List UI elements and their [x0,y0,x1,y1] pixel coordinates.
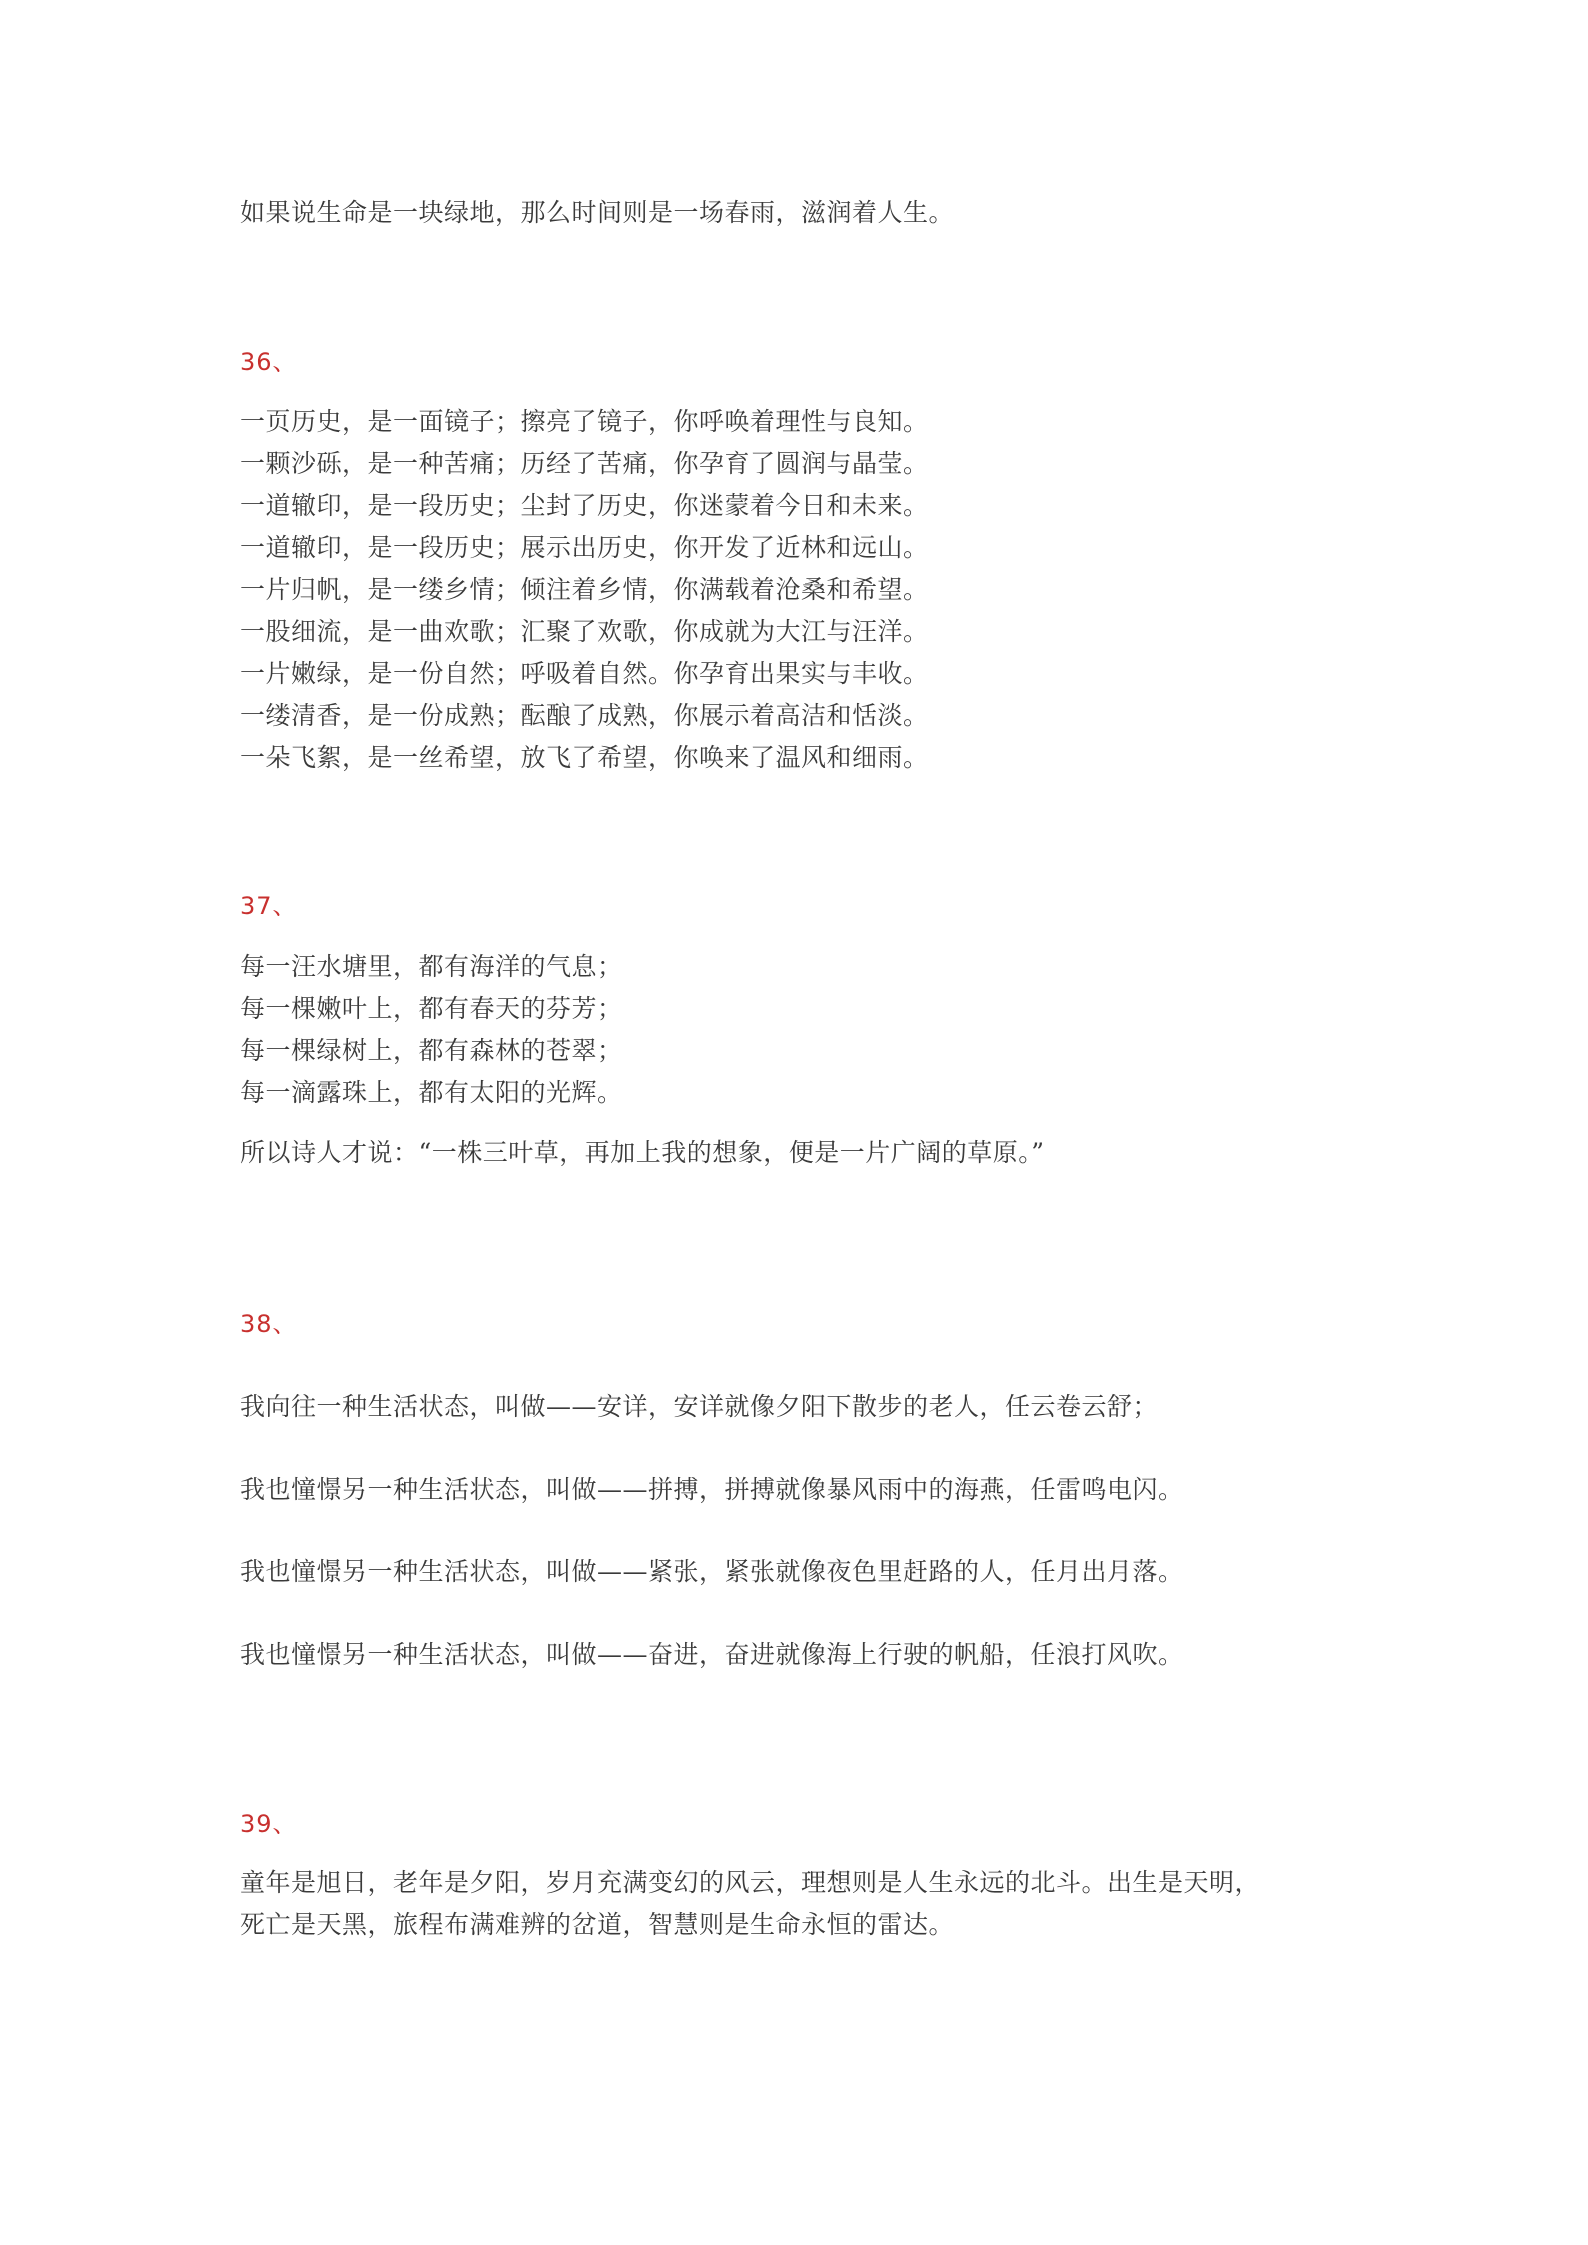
intro-paragraph: 如果说生命是一块绿地，那么时间则是一场春雨，滋润着人生。 [240,198,955,227]
section-37-line: 每一棵绿树上，都有森林的苍翠； [240,1036,623,1065]
section-number-39: 39、 [240,1810,298,1838]
section-36-line: 一朵飞絮，是一丝希望，放飞了希望，你唤来了温风和细雨。 [240,743,929,772]
section-38-line: 我也憧憬另一种生活状态，叫做——拼搏，拼搏就像暴风雨中的海燕，任雷鸣电闪。 [240,1475,1184,1504]
section-37-line: 每一棵嫩叶上，都有春天的芬芳； [240,994,623,1023]
section-37-line: 每一汪水塘里，都有海洋的气息； [240,952,623,981]
section-36-line: 一颗沙砾，是一种苦痛；历经了苦痛，你孕育了圆润与晶莹。 [240,449,929,478]
section-37-line: 所以诗人才说：“一株三叶草，再加上我的想象，便是一片广阔的草原。” [240,1138,1045,1167]
section-36-line: 一道辙印，是一段历史；展示出历史，你开发了近林和远山。 [240,533,929,562]
section-37-line: 每一滴露珠上，都有太阳的光辉。 [240,1078,623,1107]
section-36-line: 一片嫩绿，是一份自然；呼吸着自然。你孕育出果实与丰收。 [240,659,929,688]
section-38-line: 我也憧憬另一种生活状态，叫做——紧张，紧张就像夜色里赶路的人，任月出月落。 [240,1557,1184,1586]
section-39-line: 童年是旭日，老年是夕阳，岁月充满变幻的风云，理想则是人生永远的北斗。出生是天明， [240,1868,1261,1897]
section-36-line: 一页历史，是一面镜子；擦亮了镜子，你呼唤着理性与良知。 [240,407,929,436]
section-38-line: 我也憧憬另一种生活状态，叫做——奋进，奋进就像海上行驶的帆船，任浪打风吹。 [240,1640,1184,1669]
section-39-line: 死亡是天黑，旅程布满难辨的岔道，智慧则是生命永恒的雷达。 [240,1910,955,1939]
section-36-line: 一缕清香，是一份成熟；酝酿了成熟，你展示着高洁和恬淡。 [240,701,929,730]
section-36-line: 一股细流，是一曲欢歌；汇聚了欢歌，你成就为大江与汪洋。 [240,617,929,646]
section-number-36: 36、 [240,348,298,376]
section-number-38: 38、 [240,1310,298,1338]
section-36-line: 一道辙印，是一段历史；尘封了历史，你迷蒙着今日和未来。 [240,491,929,520]
section-38-line: 我向往一种生活状态，叫做——安详，安详就像夕阳下散步的老人，任云卷云舒； [240,1392,1159,1421]
section-number-37: 37、 [240,892,298,920]
section-36-line: 一片归帆，是一缕乡情；倾注着乡情，你满载着沧桑和希望。 [240,575,929,604]
